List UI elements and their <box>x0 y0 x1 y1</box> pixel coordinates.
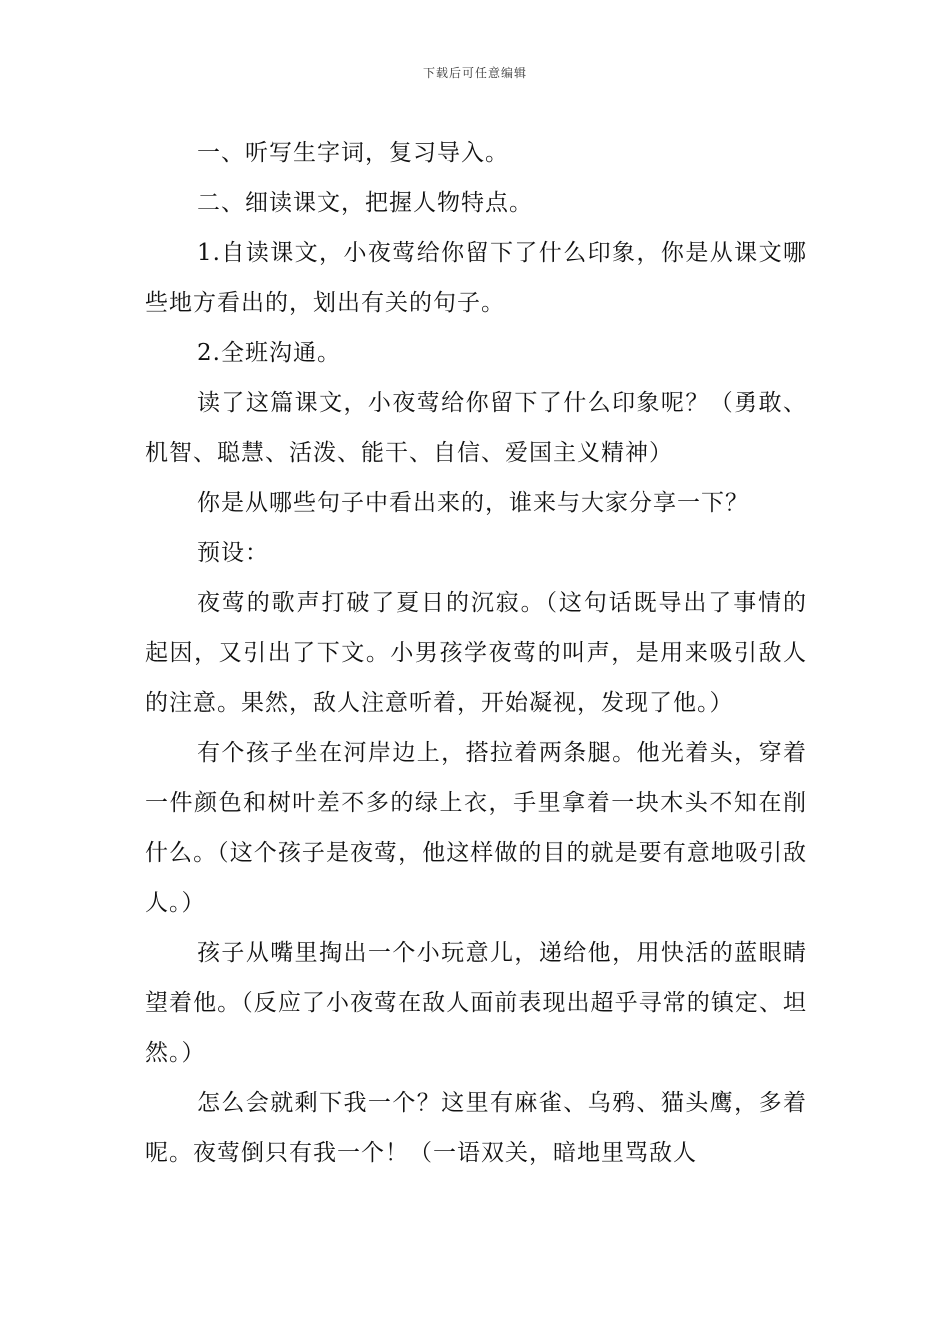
document-body <box>145 128 807 1178</box>
paragraph-close-reading: 二、细读课文，把握人物特点。 <box>197 190 533 216</box>
paragraph-child-on-bank: 有个孩子坐在河岸边上，搭拉着两条腿。他光着头，穿着一件颜色和树叶差不多的绿上衣，手里拿着一块木头不知在削什么。（这个孩子是夜莺，他这样做的目的就是要有意地吸引敌人。） <box>145 740 807 916</box>
paragraph-share-question: 你是从哪些句子中看出来的，谁来与大家分享一下？ <box>197 490 749 516</box>
paragraph-review: 一、听写生字词，复习导入。 <box>197 140 509 166</box>
paragraph-preset-label: 预设： <box>197 540 269 566</box>
paragraph-self-reading: 1.自读课文，小夜莺给你留下了什么印象，你是从课文哪些地方看出的，划出有关的句子。 <box>145 240 807 316</box>
paragraph-impression-question: 读了这篇课文，小夜莺给你留下了什么印象呢？（勇敢、机智、聪慧、活泼、能干、自信、爱国主义精神） <box>145 390 807 466</box>
page-header: 下载后可任意编辑 <box>422 66 527 80</box>
paragraph-only-one: 怎么会就剩下我一个？这里有麻雀、乌鸦、猫头鹰，多着呢。夜莺倒只有我一个！（一语双关，暗地里骂敌人 <box>145 1090 807 1166</box>
paragraph-nightingale-song: 夜莺的歌声打破了夏日的沉寂。（这句话既导出了事情的起因，又引出了下文。小男孩学夜莺的叫声，是用来吸引敌人的注意。果然，敌人注意听着，开始凝视，发现了他。） <box>145 590 807 716</box>
paragraph-toy-gift: 孩子从嘴里掏出一个小玩意儿，递给他，用快活的蓝眼睛望着他。（反应了小夜莺在敌人面前表现出超乎寻常的镇定、坦然。） <box>145 940 807 1066</box>
paragraph-class-discussion: 2.全班沟通。 <box>197 340 341 366</box>
